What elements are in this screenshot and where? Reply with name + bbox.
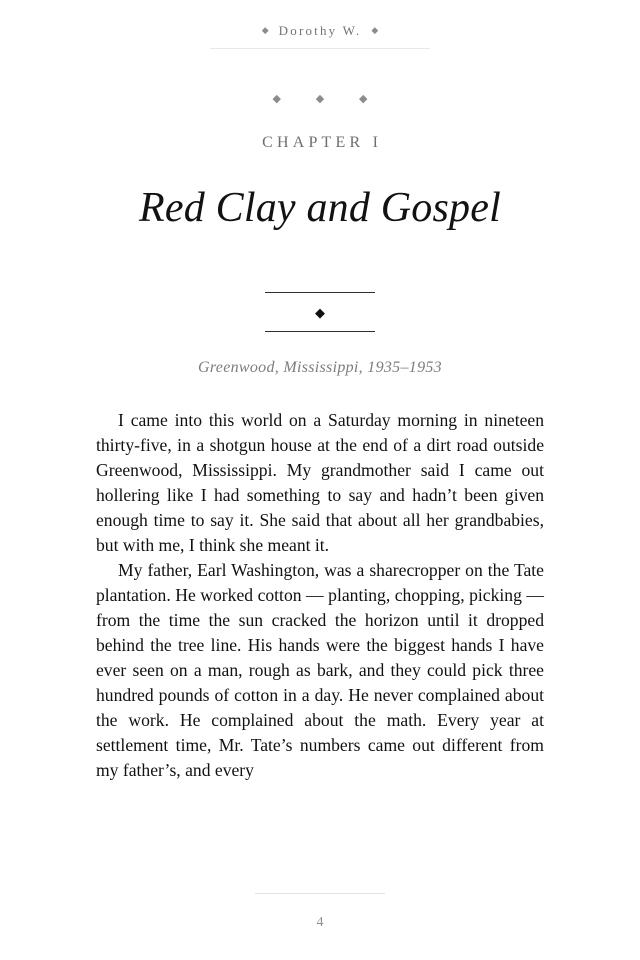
running-head xyxy=(0,22,640,62)
body-paragraph: My father, Earl Washington, was a sharecropper on the Tate plantation. He worked cotton — planting, chopping, picking — from the time the sun cracked the horizon until it dropped behind the tree line. His hands were the biggest hands I have ever seen on a man, rough as bark, and they could pick three hundred pounds of cotton in a day. He never complained about the work. He complained about the math. Every year at settlement time, Mr. Tate’s numbers came out different from my father’s, and every xyxy=(96,560,544,781)
running-head-inner xyxy=(210,24,430,49)
chapter-title: Red Clay and Gospel xyxy=(139,185,501,231)
diamond-icon-right: ◆ xyxy=(371,25,379,35)
running-head-author: Dorothy W. xyxy=(278,23,362,38)
ornament-rule-top xyxy=(265,292,375,293)
page-footer xyxy=(0,893,640,930)
chapter-opener xyxy=(0,94,640,259)
chapter-body xyxy=(96,408,544,783)
ornament-rule-bottom xyxy=(265,331,375,332)
chapter-number-label: CHAPTER I xyxy=(262,134,383,151)
triple-diamond-ornament-icon: ◆ ◆ ◆ xyxy=(272,93,384,105)
diamond-ornament-icon: ◆ xyxy=(315,305,325,321)
body-paragraph: I came into this world on a Saturday morning in nineteen thirty-five, in a shotgun house at the end of a dirt road outside Greenwood, Mississippi. My grandmother said I came out hollering like I had something to say and hadn’t been given enough time to say it. She said that about all her grandbabies, but with me, I think she meant it. xyxy=(96,410,544,556)
footer-rule xyxy=(255,893,385,894)
section-ornament-divider xyxy=(0,292,640,332)
diamond-icon-left: ◆ xyxy=(261,25,269,35)
page-number: 4 xyxy=(316,915,324,930)
running-head-line xyxy=(210,24,430,37)
chapter-place-date: Greenwood, Mississippi, 1935–1953 xyxy=(198,359,442,377)
